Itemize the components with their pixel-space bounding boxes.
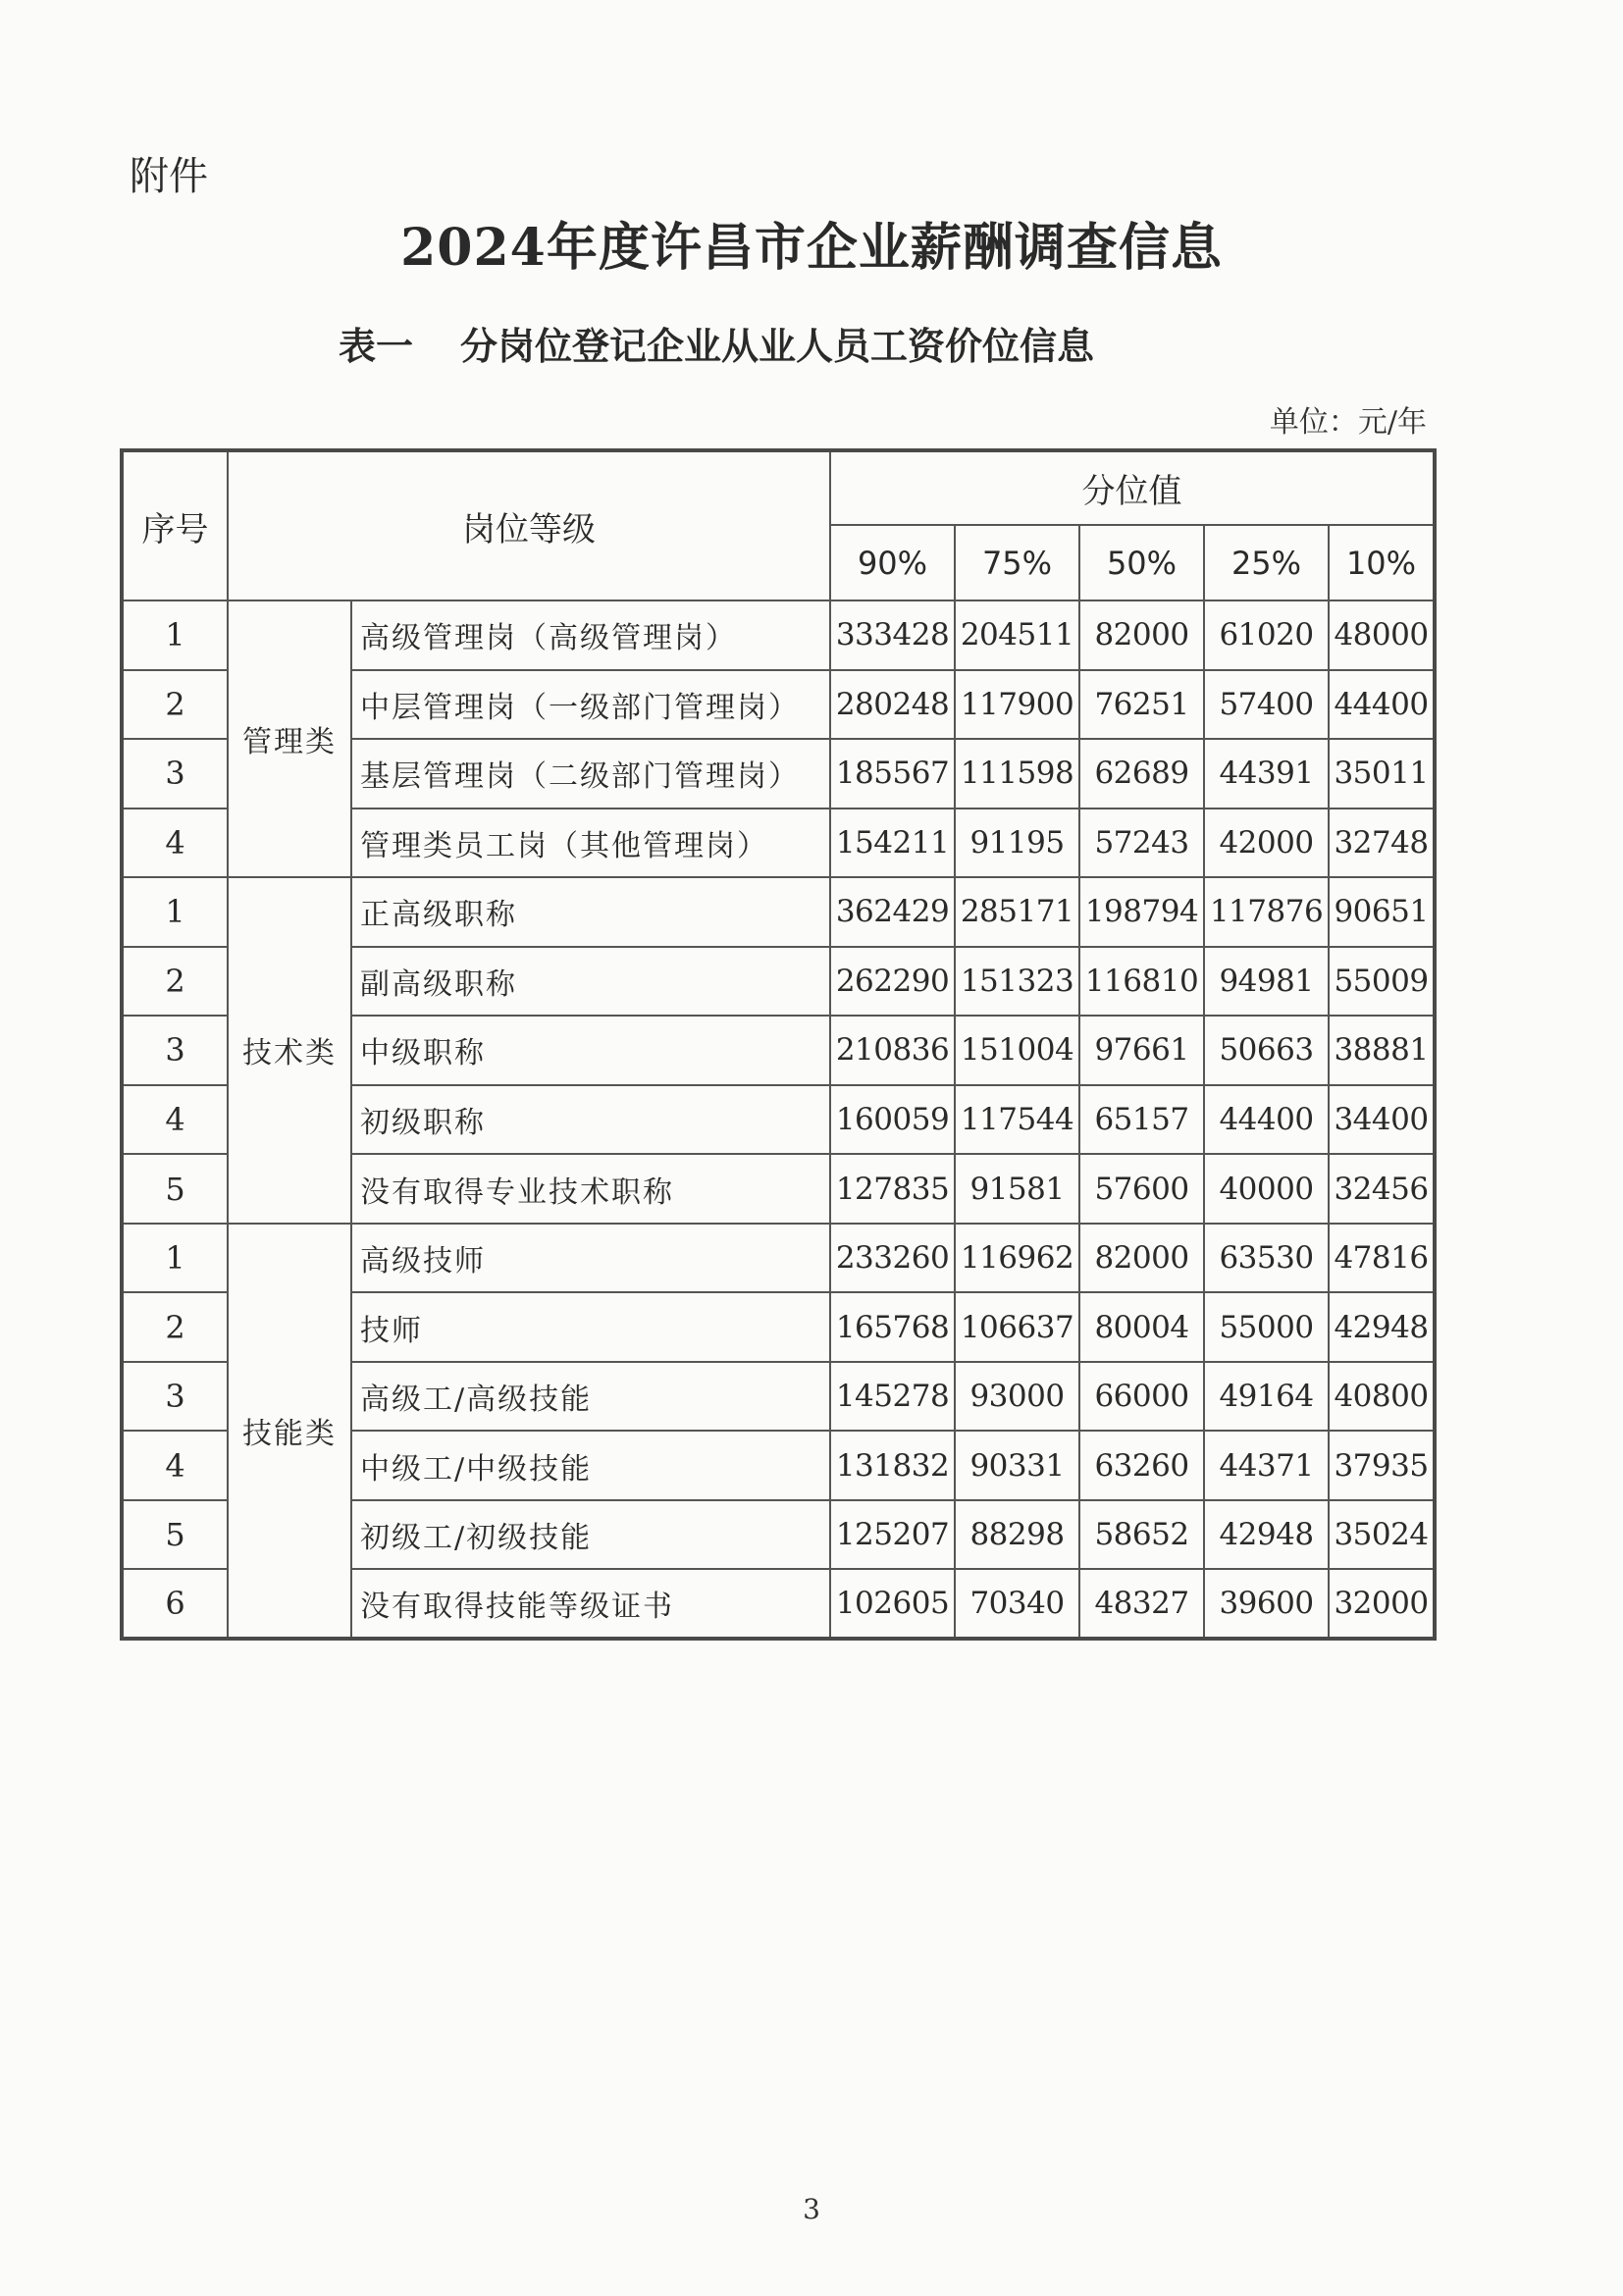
salary-value: 44400 bbox=[1329, 670, 1435, 740]
row-seq: 4 bbox=[122, 809, 228, 878]
table-row bbox=[122, 1224, 1435, 1293]
salary-value: 57600 bbox=[1079, 1154, 1204, 1224]
row-seq: 4 bbox=[122, 1431, 228, 1500]
salary-value: 61020 bbox=[1204, 600, 1329, 670]
salary-value: 44391 bbox=[1204, 739, 1329, 809]
salary-value: 32456 bbox=[1329, 1154, 1435, 1224]
row-seq: 2 bbox=[122, 947, 228, 1017]
row-seq: 2 bbox=[122, 1292, 228, 1362]
row-seq: 3 bbox=[122, 739, 228, 809]
salary-value: 82000 bbox=[1079, 1224, 1204, 1293]
post-name: 没有取得专业技术职称 bbox=[351, 1154, 830, 1224]
post-name: 高级工/高级技能 bbox=[351, 1362, 830, 1432]
salary-table bbox=[120, 448, 1437, 1641]
page-number: 3 bbox=[803, 2193, 820, 2225]
salary-value: 280248 bbox=[830, 670, 955, 740]
category-cell: 技能类 bbox=[228, 1224, 351, 1639]
salary-value: 151323 bbox=[955, 947, 1079, 1017]
table-subtitle bbox=[339, 316, 1094, 370]
salary-value: 117876 bbox=[1204, 877, 1329, 947]
salary-value: 204511 bbox=[955, 600, 1079, 670]
salary-value: 93000 bbox=[955, 1362, 1079, 1432]
header-p50: 50% bbox=[1079, 525, 1204, 600]
salary-value: 62689 bbox=[1079, 739, 1204, 809]
salary-value: 44400 bbox=[1204, 1085, 1329, 1155]
post-name: 没有取得技能等级证书 bbox=[351, 1569, 830, 1639]
row-seq: 6 bbox=[122, 1569, 228, 1639]
attachment-label: 附件 bbox=[130, 154, 208, 199]
row-seq: 3 bbox=[122, 1362, 228, 1432]
salary-value: 35011 bbox=[1329, 739, 1435, 809]
salary-value: 76251 bbox=[1079, 670, 1204, 740]
salary-value: 42000 bbox=[1204, 809, 1329, 878]
salary-value: 262290 bbox=[830, 947, 955, 1017]
category-cell: 管理类 bbox=[228, 600, 351, 877]
unit-label: 单位：元/年 bbox=[1269, 405, 1427, 440]
salary-value: 57243 bbox=[1079, 809, 1204, 878]
table-row bbox=[122, 600, 1435, 670]
post-name: 副高级职称 bbox=[351, 947, 830, 1017]
row-seq: 3 bbox=[122, 1016, 228, 1085]
header-p25: 25% bbox=[1204, 525, 1329, 600]
salary-value: 210836 bbox=[830, 1016, 955, 1085]
post-name: 中层管理岗（一级部门管理岗） bbox=[351, 670, 830, 740]
salary-value: 165768 bbox=[830, 1292, 955, 1362]
salary-value: 102605 bbox=[830, 1569, 955, 1639]
salary-value: 57400 bbox=[1204, 670, 1329, 740]
header-p75: 75% bbox=[955, 525, 1079, 600]
post-name: 正高级职称 bbox=[351, 877, 830, 947]
post-name: 高级技师 bbox=[351, 1224, 830, 1293]
post-name: 初级职称 bbox=[351, 1085, 830, 1155]
row-seq: 5 bbox=[122, 1154, 228, 1224]
salary-value: 127835 bbox=[830, 1154, 955, 1224]
salary-value: 88298 bbox=[955, 1500, 1079, 1570]
salary-value: 362429 bbox=[830, 877, 955, 947]
post-name: 管理类员工岗（其他管理岗） bbox=[351, 809, 830, 878]
table-row bbox=[122, 877, 1435, 947]
salary-value: 48000 bbox=[1329, 600, 1435, 670]
salary-value: 49164 bbox=[1204, 1362, 1329, 1432]
post-name: 高级管理岗（高级管理岗） bbox=[351, 600, 830, 670]
salary-value: 97661 bbox=[1079, 1016, 1204, 1085]
header-post-level: 岗位等级 bbox=[228, 450, 830, 600]
salary-value: 55000 bbox=[1204, 1292, 1329, 1362]
salary-value: 42948 bbox=[1329, 1292, 1435, 1362]
table-caption: 分岗位登记企业从业人员工资价位信息 bbox=[460, 325, 1095, 368]
salary-value: 70340 bbox=[955, 1569, 1079, 1639]
salary-value: 117544 bbox=[955, 1085, 1079, 1155]
salary-value: 125207 bbox=[830, 1500, 955, 1570]
salary-value: 65157 bbox=[1079, 1085, 1204, 1155]
salary-value: 40000 bbox=[1204, 1154, 1329, 1224]
salary-value: 91195 bbox=[955, 809, 1079, 878]
salary-value: 185567 bbox=[830, 739, 955, 809]
salary-value: 154211 bbox=[830, 809, 955, 878]
header-quantile: 分位值 bbox=[830, 450, 1435, 525]
salary-value: 116962 bbox=[955, 1224, 1079, 1293]
row-seq: 1 bbox=[122, 877, 228, 947]
salary-value: 40800 bbox=[1329, 1362, 1435, 1432]
salary-value: 38881 bbox=[1329, 1016, 1435, 1085]
salary-value: 82000 bbox=[1079, 600, 1204, 670]
salary-value: 91581 bbox=[955, 1154, 1079, 1224]
salary-value: 63260 bbox=[1079, 1431, 1204, 1500]
table-body bbox=[122, 600, 1435, 1639]
table-number: 表一 bbox=[339, 325, 414, 368]
salary-value: 32000 bbox=[1329, 1569, 1435, 1639]
salary-value: 80004 bbox=[1079, 1292, 1204, 1362]
category-cell: 技术类 bbox=[228, 877, 351, 1224]
row-seq: 4 bbox=[122, 1085, 228, 1155]
row-seq: 5 bbox=[122, 1500, 228, 1570]
salary-value: 106637 bbox=[955, 1292, 1079, 1362]
salary-value: 66000 bbox=[1079, 1362, 1204, 1432]
salary-value: 160059 bbox=[830, 1085, 955, 1155]
salary-value: 58652 bbox=[1079, 1500, 1204, 1570]
post-name: 基层管理岗（二级部门管理岗） bbox=[351, 739, 830, 809]
salary-value: 34400 bbox=[1329, 1085, 1435, 1155]
salary-value: 333428 bbox=[830, 600, 955, 670]
salary-value: 116810 bbox=[1079, 947, 1204, 1017]
document-title: 2024年度许昌市企业薪酬调查信息 bbox=[400, 218, 1223, 278]
salary-value: 32748 bbox=[1329, 809, 1435, 878]
salary-value: 90651 bbox=[1329, 877, 1435, 947]
salary-value: 145278 bbox=[830, 1362, 955, 1432]
salary-value: 131832 bbox=[830, 1431, 955, 1500]
salary-value: 50663 bbox=[1204, 1016, 1329, 1085]
salary-value: 90331 bbox=[955, 1431, 1079, 1500]
row-seq: 1 bbox=[122, 1224, 228, 1293]
salary-value: 233260 bbox=[830, 1224, 955, 1293]
salary-value: 117900 bbox=[955, 670, 1079, 740]
salary-value: 63530 bbox=[1204, 1224, 1329, 1293]
header-p10: 10% bbox=[1329, 525, 1435, 600]
salary-value: 111598 bbox=[955, 739, 1079, 809]
post-name: 中级职称 bbox=[351, 1016, 830, 1085]
row-seq: 2 bbox=[122, 670, 228, 740]
salary-value: 94981 bbox=[1204, 947, 1329, 1017]
salary-value: 47816 bbox=[1329, 1224, 1435, 1293]
post-name: 技师 bbox=[351, 1292, 830, 1362]
salary-value: 198794 bbox=[1079, 877, 1204, 947]
header-seq: 序号 bbox=[122, 450, 228, 600]
salary-value: 151004 bbox=[955, 1016, 1079, 1085]
post-name: 中级工/中级技能 bbox=[351, 1431, 830, 1500]
salary-value: 35024 bbox=[1329, 1500, 1435, 1570]
salary-value: 285171 bbox=[955, 877, 1079, 947]
post-name: 初级工/初级技能 bbox=[351, 1500, 830, 1570]
salary-value: 55009 bbox=[1329, 947, 1435, 1017]
header-p90: 90% bbox=[830, 525, 955, 600]
salary-value: 44371 bbox=[1204, 1431, 1329, 1500]
row-seq: 1 bbox=[122, 600, 228, 670]
salary-value: 48327 bbox=[1079, 1569, 1204, 1639]
salary-value: 37935 bbox=[1329, 1431, 1435, 1500]
salary-value: 39600 bbox=[1204, 1569, 1329, 1639]
salary-value: 42948 bbox=[1204, 1500, 1329, 1570]
